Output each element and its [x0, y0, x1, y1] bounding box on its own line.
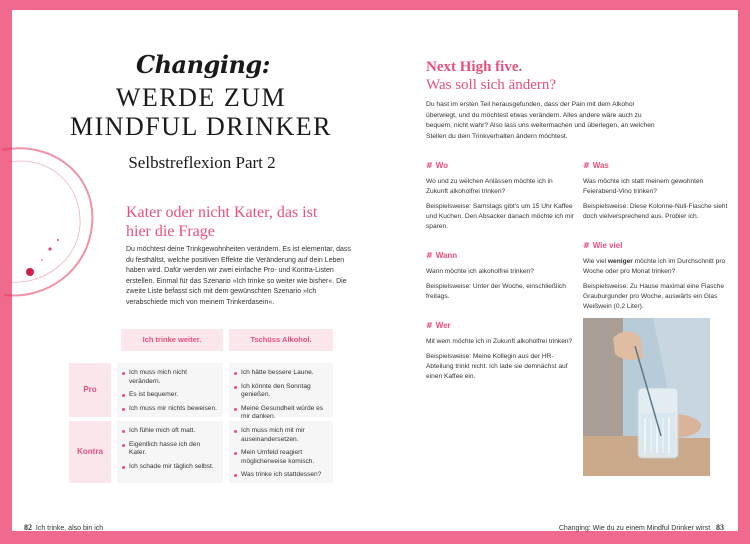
hash-icon: #: [583, 241, 590, 250]
right-page: [374, 10, 738, 531]
cell-pro-continue: [117, 363, 223, 417]
cell-kontra-quit: [229, 421, 333, 483]
left-page: [12, 10, 374, 531]
list-item: Ich schade mir täglich selbst.: [129, 463, 219, 472]
right-title-line-2: Was soll sich ändern?: [426, 77, 557, 93]
section-intro: Du möchtest deine Trinkgewohnheiten verändern. Es ist elementar, dass du festhältst, welche positiven Effekte die Veränderung auf dein Leben haben wird. Dafür werden wir zwei einfache Pro- und Kontra-Listen erstellen. Einmal für das Szenario »Ich trinke so weiter wie bisher«. Die zweite Liste befasst sich mit dem gewünschten Szenario »Ich verabschiede mich von meinem Trinkerdasein«.: [126, 246, 351, 306]
chapter-title-line-2: MINDFUL DRINKER: [69, 112, 333, 141]
cell-pro-quit: [229, 363, 333, 420]
book-spread: [12, 10, 738, 531]
example-text: Beispielsweise: Diese Kolonne-Null-Flasche sieht doch vielversprechend aus. Probier ich.: [583, 203, 728, 220]
right-intro: Du hast im ersten Teil herausgefunden, dass der Pain mit dem Alkohol überwiegt, und du möchtest etwas verändern. Alles andere wäre auch zu bequem, nicht wahr? Also lass uns weitermachen und überlegen, an welchen Stellen du dein Trinkverhalten ändern möchtest.: [426, 101, 655, 140]
example-text: Beispielsweise: Samstags gibt's um 15 Uhr Kaffee und Kuchen. Den Absacker danach möchte ich mir sparen.: [426, 203, 575, 230]
question-label: Was: [592, 161, 609, 170]
question-heading: [426, 160, 576, 172]
question-text-emphasis: weniger: [607, 258, 633, 265]
left-footer: [24, 523, 103, 532]
question-text: Was möchte ich statt meinem gewohnten Feierabend-Vino trinken?: [583, 178, 704, 195]
question-label: Wann: [435, 251, 458, 260]
list-item: Ich hätte bessere Laune.: [241, 369, 329, 378]
question-label: Wo: [435, 161, 448, 170]
list-item: Ich muss mich mit mir auseinandersetzen.: [241, 427, 329, 444]
script-title: Changing:: [136, 50, 271, 79]
example-text: Beispielsweise: Unter der Woche, einschließlich freitags.: [426, 283, 566, 300]
question-heading: [426, 250, 576, 262]
photo-illustration: [583, 318, 710, 476]
running-head-right: Changing: Wie du zu einem Mindful Drinker wirst: [558, 525, 711, 532]
hash-icon: #: [583, 161, 590, 170]
page-number-left: 82: [24, 523, 32, 532]
row-label-pro: Pro: [69, 363, 111, 417]
right-title: [426, 59, 686, 94]
list-item: Es ist bequemer.: [129, 391, 219, 400]
list-item: Meine Gesundheit würde es mir danken.: [241, 405, 329, 422]
question-label: Wer: [435, 321, 451, 330]
running-head-left: Ich trinke, also bin ich: [35, 525, 104, 532]
chapter-subtitle: Selbstreflexion Part 2: [128, 153, 276, 172]
list-item: Ich könnte den Sonntag genießen.: [241, 383, 329, 400]
photo-glass-of-water: [583, 318, 710, 476]
question-text: [583, 257, 733, 277]
question-text: Wo und zu welchen Anlässen möchte ich in Zukunft alkoholfrei trinken?: [426, 178, 553, 195]
hash-icon: #: [426, 251, 433, 260]
chapter-title: [42, 83, 360, 141]
list-item: Was trinke ich stattdessen?: [241, 471, 329, 480]
table-header-quit: Tschüss Alkohol.: [229, 329, 333, 351]
page-number-right: 83: [716, 523, 724, 532]
example-text: Beispielsweise: Zu Hause maximal eine Flasche Grauburgunder pro Woche, auswärts ein Glas Weißwein (0,2 Liter).: [583, 283, 725, 310]
question-block-wo: [426, 160, 576, 232]
list-item: Mein Umfeld reagiert möglicherweise komisch.: [241, 449, 329, 466]
list-item: Ich fühle mich oft matt.: [129, 427, 219, 436]
question-label: Wie viel: [592, 241, 623, 250]
question-block-wie-viel: [583, 240, 733, 312]
question-heading: [426, 320, 576, 332]
question-block-was: [583, 160, 733, 222]
cell-kontra-continue: [117, 421, 223, 483]
question-text: Wann möchte ich alkoholfrei trinken?: [426, 268, 534, 275]
question-heading: [583, 240, 733, 252]
question-text-post: möchte ich im Durchschnitt pro Woche oder pro Monat trinken?: [583, 258, 726, 275]
section-title-line-2: hier die Frage: [126, 223, 215, 240]
list-item: Eigentlich hasse ich den Kater.: [129, 441, 219, 458]
chapter-title-line-1: WERDE ZUM: [115, 83, 287, 112]
question-text-pre: Wie viel: [583, 258, 608, 265]
list-item: Ich muss mir nichts beweisen.: [129, 405, 219, 414]
row-label-kontra: Kontra: [69, 421, 111, 483]
section-title-line-1: Kater oder nicht Kater, das ist: [126, 204, 318, 221]
section-title: [126, 203, 356, 241]
example-text: Beispielsweise: Meine Kollegin aus der HR-Abteilung trinkt nicht. Ich lade sie demnächst auf einen Kaffee ein.: [426, 353, 568, 380]
question-heading: [583, 160, 733, 172]
right-title-line-1: Next High five.: [426, 59, 523, 75]
right-footer: [559, 523, 724, 532]
hash-icon: #: [426, 321, 433, 330]
question-text: Mit wem möchte ich in Zukunft alkoholfrei trinken?: [426, 338, 573, 345]
question-block-wer: [426, 320, 576, 382]
table-header-continue: Ich trinke weiter.: [121, 329, 223, 351]
question-block-wann: [426, 250, 576, 302]
hash-icon: #: [426, 161, 433, 170]
list-item: Ich muss mich nicht verändern.: [129, 369, 219, 386]
